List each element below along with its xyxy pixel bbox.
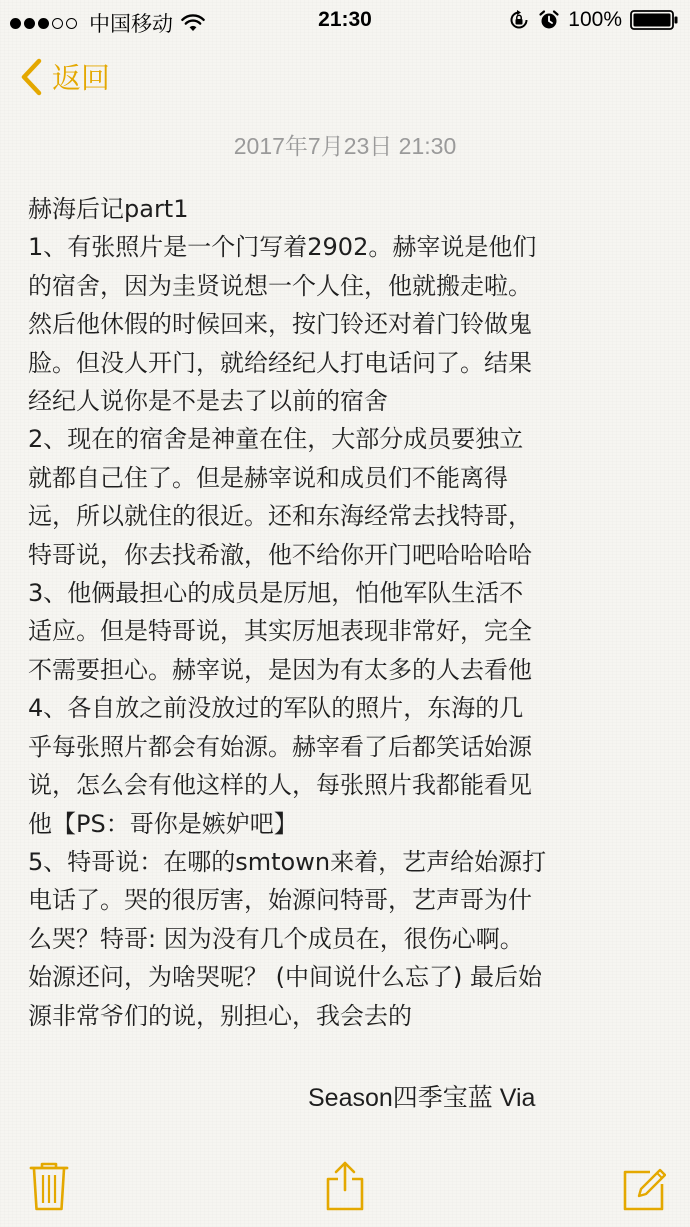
note-line: 2、现在的宿舍是神童在住，大部分成员要独立	[28, 425, 524, 454]
compose-button[interactable]	[622, 1160, 666, 1212]
note-line: 么哭？特哥: 因为没有几个成员在，很伤心啊。	[28, 924, 524, 953]
status-time: 21:30	[318, 8, 372, 31]
note-line: 乎每张照片都会有始源。赫宰看了后都笑话始源	[28, 732, 532, 761]
status-right	[508, 8, 678, 32]
rotation-lock-icon	[508, 9, 530, 31]
note-line: 然后他休假的时候回来，按门铃还对着门铃做鬼	[28, 310, 532, 339]
note-line: 5、特哥说：在哪的smtown来着，艺声给始源打	[28, 847, 547, 876]
compose-icon	[622, 1160, 666, 1212]
note-line: 源非常爷们的说，别担心，我会去的	[28, 1001, 412, 1030]
carrier-name: 中国移动	[89, 13, 173, 36]
battery-percent: 100%	[568, 8, 622, 31]
note-line: 1、有张照片是一个门写着2902。赫宰说是他们	[28, 233, 537, 262]
note-line: 经纪人说你是不是去了以前的宿舍	[28, 387, 388, 416]
note-line: 始源还问，为啥哭呢？ (中间说什么忘了) 最后始	[28, 963, 542, 992]
note-line: 电话了。哭的很厉害，始源问特哥，艺声哥为什	[28, 886, 532, 915]
delete-button[interactable]	[27, 1160, 71, 1212]
note-line: 赫海后记part1	[28, 195, 189, 223]
note-line: 他【PS：哥你是嫉妒吧】	[28, 809, 298, 838]
alarm-icon	[538, 9, 560, 31]
share-icon	[323, 1160, 367, 1212]
note-line: 的宿舍，因为圭贤说想一个人住，他就搬走啦。	[28, 271, 532, 300]
status-bar	[0, 0, 690, 40]
note-line: 4、各自放之前没放过的军队的照片，东海的几	[28, 694, 524, 723]
note-signature: Season四季宝蓝 Via	[308, 1084, 536, 1112]
bottom-toolbar	[0, 1150, 690, 1227]
chevron-left-icon	[18, 57, 44, 97]
back-label: 返回	[52, 61, 111, 95]
note-line: 说，怎么会有他这样的人，每张照片我都能看见	[28, 771, 532, 800]
note-date: 2017年7月23日 21:30	[233, 133, 457, 159]
note-line: 就都自己住了。但是赫宰说和成员们不能离得	[28, 463, 508, 492]
battery-icon	[630, 10, 678, 30]
note-line: 3、他俩最担心的成员是厉旭，怕他军队生活不	[28, 579, 524, 608]
note-body[interactable]	[28, 190, 668, 1035]
note-line: 适应。但是特哥说，其实厉旭表现非常好，完全	[28, 617, 532, 646]
note-line: 远，所以就住的很近。还和东海经常去找特哥，	[28, 502, 532, 531]
note-line: 不需要担心。赫宰说，是因为有太多的人去看他	[28, 655, 532, 684]
note-line: 脸。但没人开门，就给经纪人打电话问了。结果	[28, 348, 532, 377]
share-button[interactable]	[323, 1160, 367, 1212]
back-button[interactable]	[18, 56, 110, 97]
note-line: 特哥说，你去找希澈，他不给你开门吧哈哈哈哈	[28, 540, 532, 569]
trash-icon	[27, 1160, 71, 1212]
